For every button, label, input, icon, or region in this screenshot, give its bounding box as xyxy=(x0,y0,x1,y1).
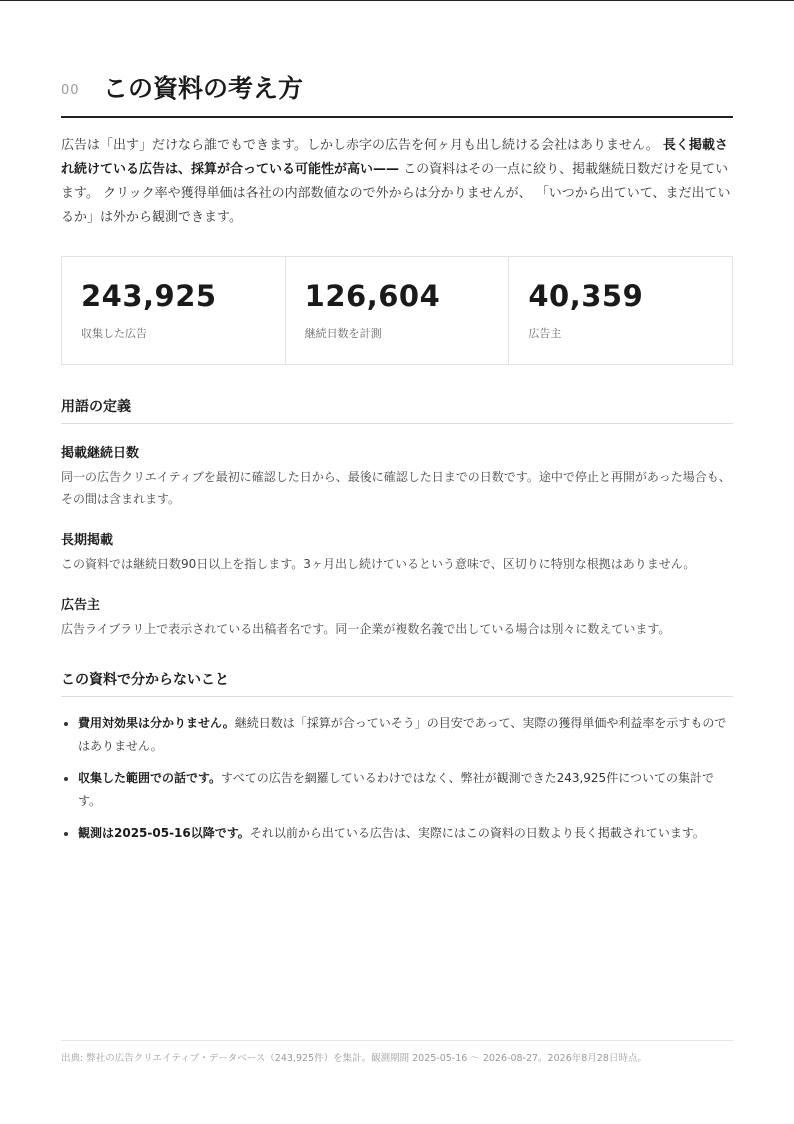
stat-value: 243,925 xyxy=(81,279,217,313)
stat-card-advertisers xyxy=(509,257,732,364)
limitation-title: 観測は2025-05-16以降です。 xyxy=(78,826,250,840)
stat-label: 収集した広告 xyxy=(81,327,147,340)
limitation-text: 継続日数は「採算が合っていそう」の目安であって、実際の獲得単価や利益率を示すものではありません。 xyxy=(78,716,727,753)
intro-paragraph xyxy=(61,134,733,230)
limitation-text: それ以前から出ている広告は、実際にはこの資料の日数より長く掲載されています。 xyxy=(249,826,705,840)
intro-emphasis: 長く掲載され続けている広告は、採算が合っている可能性が高い—— xyxy=(61,138,728,177)
definitions-heading: 用語の定義 xyxy=(61,396,733,424)
stat-label: 広告主 xyxy=(528,327,562,340)
limitation-title: 収集した範囲での話です。 xyxy=(78,771,222,785)
intro-text-1: 広告は「出す」だけなら誰でもできます。しかし赤字の広告を何ヶ月も出し続ける会社はありません。 xyxy=(61,138,659,153)
definition-term: 長期掲載 xyxy=(61,533,114,548)
definition-item xyxy=(61,529,733,575)
source-footnote: 出典: 弊社の広告クリエイティブ・データベース（243,925件）を集計。観測期間 2025-05-16 〜 2026-08-27。2026年8月28日時点。 xyxy=(61,1040,733,1064)
stat-value: 40,359 xyxy=(528,279,644,313)
intro-text-2: この資料はその一点に絞り、掲載継続日数だけを見ています。 クリック率や獲得単価は各社の内部数値なので外からは分かりませんが、 「いつから出ていて、まだ出ているか」は外から観測できます。 xyxy=(61,162,731,225)
limitations-heading: この資料で分からないこと xyxy=(61,669,733,697)
list-item xyxy=(78,767,733,813)
list-item xyxy=(78,712,733,758)
stats-panel xyxy=(61,256,733,365)
stat-card-duration-measured xyxy=(286,257,510,364)
limitations-list xyxy=(61,712,733,854)
top-rule xyxy=(0,0,794,1)
definition-body: 広告ライブラリ上で表示されている出稿者名です。同一企業が複数名義で出している場合は別々に数えています。 xyxy=(61,622,671,636)
definition-item xyxy=(61,442,733,510)
stat-value: 126,604 xyxy=(304,279,441,313)
stat-card-ads-collected xyxy=(62,257,286,364)
definition-item xyxy=(61,594,733,640)
limitation-text: すべての広告を網羅しているわけではなく、弊社が観測できた243,925件についての集計です。 xyxy=(78,771,714,808)
definition-term: 掲載継続日数 xyxy=(61,446,140,461)
definition-body: 同一の広告クリエイティブを最初に確認した日から、最後に確認した日までの日数です。途中で停止と再開があった場合も、その間は含まれます。 xyxy=(61,470,731,506)
list-item xyxy=(78,822,733,845)
definition-term: 広告主 xyxy=(61,598,101,613)
page-title: この資料の考え方 xyxy=(103,74,304,103)
limitation-title: 費用対効果は分かりません。 xyxy=(78,716,235,730)
section-number: 00 xyxy=(61,83,80,98)
stat-label: 継続日数を計測 xyxy=(304,327,382,340)
definition-body: この資料では継続日数90日以上を指します。3ヶ月出し続けているという意味で、区切りに特別な根拠はありません。 xyxy=(61,557,696,571)
section-header xyxy=(61,66,733,118)
